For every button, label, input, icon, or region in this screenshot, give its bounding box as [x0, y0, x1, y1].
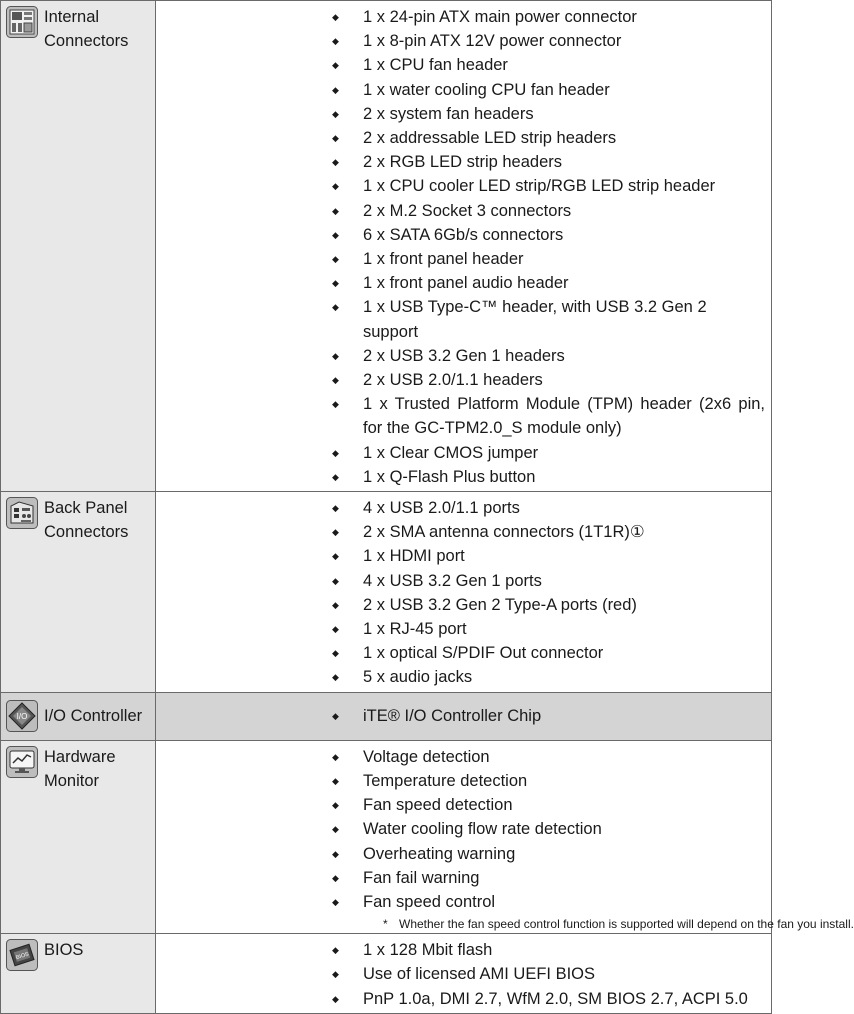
category-cell	[1, 934, 156, 1014]
list-item: ◆ 4 x USB 3.2 Gen 1 ports	[156, 569, 771, 593]
items-cell	[156, 692, 772, 740]
list-item: ◆ Overheating warning	[156, 842, 771, 866]
list-item: ◆ 1 x water cooling CPU fan header	[156, 78, 771, 102]
list-item: ◆ 2 x system fan headers	[156, 102, 771, 126]
list-item: ◆ 2 x USB 3.2 Gen 2 Type-A ports (red)	[156, 593, 771, 617]
list-item: ◆ 2 x M.2 Socket 3 connectors	[156, 199, 771, 223]
list-item: ◆ Temperature detection	[156, 769, 771, 793]
list-item: ◆ Fan speed control	[156, 890, 771, 914]
items-cell	[156, 934, 772, 1014]
category-label: I/O Controller	[44, 706, 143, 725]
spec-list	[156, 693, 771, 730]
category-label: BIOS	[44, 941, 84, 960]
footnote-marker: *	[383, 917, 388, 932]
list-item: ◆ 1 x 8-pin ATX 12V power connector	[156, 29, 771, 53]
list-item: ◆ 1 x RJ-45 port	[156, 617, 771, 641]
list-item: ◆ 1 x Clear CMOS jumper	[156, 441, 771, 465]
hardware-monitor-icon	[6, 746, 38, 778]
list-item: ◆ 5 x audio jacks	[156, 665, 771, 689]
spec-row-back-panel-connectors	[1, 492, 772, 693]
list-item: ◆ PnP 1.0a, DMI 2.7, WfM 2.0, SM BIOS 2.7, ACPI 5.0	[156, 987, 771, 1011]
list-item: ◆ 1 x front panel header	[156, 247, 771, 271]
category-label: Internal Connectors	[44, 8, 129, 51]
list-item: ◆ 1 x Q-Flash Plus button	[156, 465, 771, 489]
bios-chip-icon	[6, 939, 38, 971]
category-label: Back Panel Connectors	[44, 499, 129, 542]
category-label: Hardware Monitor	[44, 747, 116, 790]
spec-row-bios	[1, 934, 772, 1014]
items-cell	[156, 492, 772, 693]
list-item: ◆ 1 x 24-pin ATX main power connector	[156, 5, 771, 29]
list-item: ◆ 1 x HDMI port	[156, 544, 771, 568]
list-item: ◆ Fan fail warning	[156, 866, 771, 890]
spec-row-hardware-monitor	[1, 740, 772, 933]
spec-row-internal-connectors	[1, 1, 772, 492]
list-item: ◆ 1 x optical S/PDIF Out connector	[156, 641, 771, 665]
list-item: ◆ 2 x addressable LED strip headers	[156, 126, 771, 150]
svg-text:I/O: I/O	[16, 711, 28, 721]
category-cell	[1, 492, 156, 693]
io-controller-icon	[6, 700, 38, 732]
list-item: ◆ 1 x CPU cooler LED strip/RGB LED strip header	[156, 174, 771, 198]
items-cell	[156, 1, 772, 492]
spec-row-io-controller	[1, 692, 772, 740]
list-item: ◆ 2 x RGB LED strip headers	[156, 150, 771, 174]
list-item: ◆ Water cooling flow rate detection	[156, 817, 771, 841]
category-cell	[1, 692, 156, 740]
list-item: ◆ 2 x USB 3.2 Gen 1 headers	[156, 344, 771, 368]
items-cell	[156, 740, 854, 933]
svg-text:BIOS: BIOS	[15, 951, 30, 962]
list-item: ◆ 1 x USB Type-C™ header, with USB 3.2 Gen 2 support	[156, 295, 771, 343]
back-panel-connectors-icon	[6, 497, 38, 529]
list-item: ◆ iTE® I/O Controller Chip	[156, 704, 771, 728]
list-item: ◆ 2 x SMA antenna connectors (1T1R)①	[156, 520, 771, 544]
list-item: ◆ 6 x SATA 6Gb/s connectors	[156, 223, 771, 247]
list-item: ◆ Voltage detection	[156, 745, 771, 769]
category-cell	[1, 740, 156, 933]
footnote	[156, 915, 854, 933]
list-item: ◆ 1 x Trusted Platform Module (TPM) header (2x6 pin, for the GC-TPM2.0_S module only)	[156, 392, 771, 440]
list-item: ◆ 1 x 128 Mbit flash	[156, 938, 771, 962]
list-item: ◆ Fan speed detection	[156, 793, 771, 817]
spec-list	[156, 741, 771, 914]
list-item: ◆ 1 x front panel audio header	[156, 271, 771, 295]
spec-list	[156, 934, 771, 1013]
list-item: ◆ 4 x USB 2.0/1.1 ports	[156, 496, 771, 520]
footnote-text: Whether the fan speed control function is supported will depend on the fan you install.	[399, 917, 854, 932]
list-item: ◆ Use of licensed AMI UEFI BIOS	[156, 962, 771, 986]
spec-list	[156, 492, 771, 692]
list-item: ◆ 1 x CPU fan header	[156, 53, 771, 77]
spec-list	[156, 1, 771, 491]
internal-connectors-icon	[6, 6, 38, 38]
list-item: ◆ 2 x USB 2.0/1.1 headers	[156, 368, 771, 392]
category-cell	[1, 1, 156, 492]
